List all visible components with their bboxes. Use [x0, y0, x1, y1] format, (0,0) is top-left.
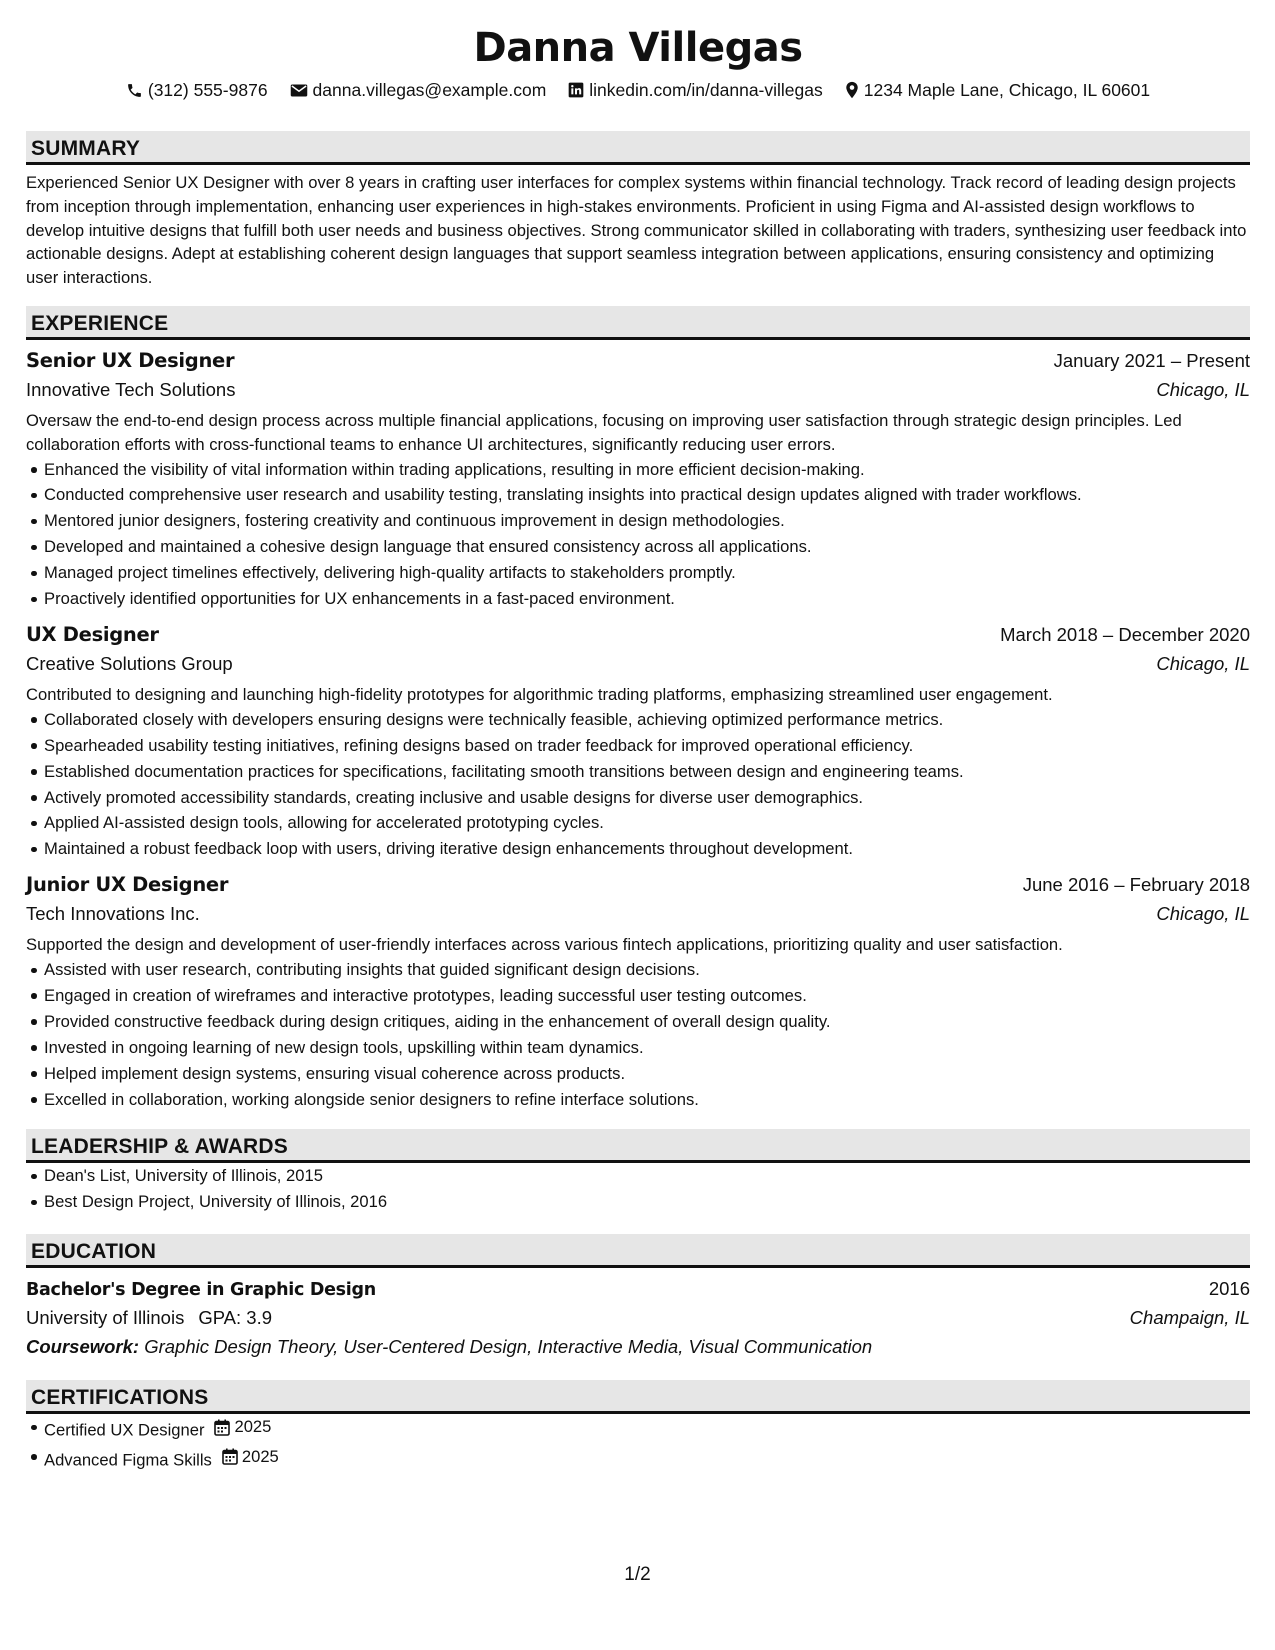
- job-entry: [26, 346, 1250, 612]
- page-number: 1/2: [624, 1564, 651, 1585]
- contact-address: [845, 78, 1150, 102]
- job-company: Tech Innovations Inc.: [26, 903, 200, 925]
- job-location: Chicago, IL: [1156, 653, 1250, 675]
- linkedin-icon: [568, 82, 584, 98]
- job-description: Contributed to designing and launching high-fidelity prototypes for algorithmic trading platforms, emphasizing streamlined user engagement.: [26, 685, 1053, 705]
- job-title-row: [26, 870, 1250, 900]
- list-item: Spearheaded usability testing initiatives, refining designs based on trader feedback for improved operational efficiency.: [44, 733, 1250, 759]
- list-item: Best Design Project, University of Illinois, 2016: [44, 1189, 1250, 1215]
- education-location: Champaign, IL: [1129, 1307, 1250, 1329]
- coursework-label: Coursework:: [26, 1336, 140, 1358]
- email-text[interactable]: danna.villegas@example.com: [312, 80, 547, 100]
- phone-text: (312) 555-9876: [147, 80, 268, 100]
- education-year: 2016: [1208, 1278, 1250, 1300]
- job-description: Supported the design and development of user-friendly interfaces across various fintech applications, prioritizing quality and user satisfaction.: [26, 935, 1063, 955]
- list-item: Maintained a robust feedback loop with users, driving iterative design enhancements throughout development.: [44, 836, 1250, 862]
- cert-name: Certified UX Designer: [44, 1420, 205, 1440]
- calendar-icon: [214, 1419, 230, 1436]
- cert-date: [222, 1444, 279, 1470]
- education-degree-row: [26, 1275, 1250, 1304]
- job-title: Junior UX Designer: [26, 873, 229, 897]
- cert-date: [214, 1414, 271, 1440]
- section-heading-experience: EXPERIENCE: [26, 306, 1250, 340]
- calendar-icon: [222, 1448, 238, 1465]
- list-item: Applied AI-assisted design tools, allowing for accelerated prototyping cycles.: [44, 810, 1250, 836]
- list-item: Provided constructive feedback during design critiques, aiding in the enhancement of overall design quality.: [44, 1009, 1250, 1035]
- job-location: Chicago, IL: [1156, 378, 1250, 400]
- job-dates: March 2018 – December 2020: [1000, 624, 1250, 646]
- list-item: Proactively identified opportunities for UX enhancements in a fast-paced environment.: [44, 586, 1250, 612]
- job-entry: [26, 870, 1250, 1112]
- list-item: Developed and maintained a cohesive design language that ensured consistency across all applications.: [44, 534, 1250, 560]
- certifications-list: [26, 1414, 1250, 1473]
- list-item: Enhanced the visibility of vital information within trading applications, resulting in more efficient decision-making.: [44, 457, 1250, 483]
- awards-list: [26, 1163, 1250, 1215]
- job-company-row: [26, 650, 1250, 678]
- coursework-line: [26, 1332, 1250, 1362]
- education-school-group: [26, 1304, 272, 1332]
- section-heading-certifications: CERTIFICATIONS: [26, 1380, 1250, 1414]
- map-pin-icon: [845, 81, 859, 99]
- job-bullets: [26, 957, 1250, 1112]
- education-degree: Bachelor's Degree in Graphic Design: [26, 1280, 376, 1301]
- contact-phone: [126, 78, 268, 102]
- job-title-row: [26, 346, 1250, 376]
- job-entry: [26, 620, 1250, 862]
- education-entry: [26, 1275, 1250, 1362]
- contact-linkedin[interactable]: [568, 78, 822, 102]
- list-item: Collaborated closely with developers ensuring designs were technically feasible, achieving optimized performance metrics.: [44, 707, 1250, 733]
- coursework-text: Graphic Design Theory, User-Centered Design, Interactive Media, Visual Communication: [144, 1336, 873, 1358]
- list-item: Actively promoted accessibility standards, creating inclusive and usable designs for diverse user demographics.: [44, 785, 1250, 811]
- job-title: UX Designer: [26, 623, 159, 647]
- summary-text: Experienced Senior UX Designer with over 8 years in crafting user interfaces for complex systems within financial technology. Track record of leading design projects from inception through implementation, enhancing user experiences in high-stakes environments. Proficient in using Figma and AI-assisted design workflows to develop intuitive designs that fulfill both user needs and business objectives. Strong communicator skilled in collaborating with traders, synthesizing user feedback into actionable designs. Adept at establishing coherent design languages that support seamless integration between applications, ensuring consistency and optimizing user interactions.: [26, 173, 1247, 288]
- list-item: Dean's List, University of Illinois, 2015: [44, 1163, 1250, 1189]
- list-item: Conducted comprehensive user research and usability testing, translating insights into practical design updates aligned with trader workflows.: [44, 482, 1250, 508]
- section-heading-education: EDUCATION: [26, 1234, 1250, 1268]
- section-heading-leadership: LEADERSHIP & AWARDS: [26, 1129, 1250, 1163]
- education-school-row: [26, 1304, 1250, 1332]
- list-item: Established documentation practices for specifications, facilitating smooth transitions between design and engineering teams.: [44, 759, 1250, 785]
- candidate-name: Danna Villegas: [473, 25, 803, 71]
- job-bullets: [26, 457, 1250, 612]
- job-company-row: [26, 900, 1250, 928]
- job-company: Innovative Tech Solutions: [26, 378, 236, 400]
- list-item: Mentored junior designers, fostering creativity and continuous improvement in design methodologies.: [44, 508, 1250, 534]
- list-item: Engaged in creation of wireframes and interactive prototypes, leading successful user testing outcomes.: [44, 983, 1250, 1009]
- list-item: Invested in ongoing learning of new design tools, upskilling within team dynamics.: [44, 1035, 1250, 1061]
- envelope-icon: [290, 83, 308, 98]
- cert-year: 2025: [234, 1417, 272, 1437]
- contact-bar: [26, 78, 1250, 102]
- job-bullets: [26, 707, 1250, 862]
- job-title-row: [26, 620, 1250, 650]
- resume-page: [26, 18, 1250, 1473]
- list-item: [44, 1414, 1250, 1443]
- section-heading-summary: SUMMARY: [26, 131, 1250, 165]
- address-text: 1234 Maple Lane, Chicago, IL 60601: [863, 80, 1151, 100]
- job-dates: January 2021 – Present: [1053, 349, 1250, 371]
- cert-name: Advanced Figma Skills: [44, 1450, 212, 1470]
- cert-year: 2025: [241, 1446, 279, 1466]
- list-item: Assisted with user research, contributing insights that guided significant design decisions.: [44, 957, 1250, 983]
- phone-icon: [126, 82, 143, 99]
- education-school: University of Illinois: [26, 1307, 185, 1329]
- job-location: Chicago, IL: [1156, 903, 1250, 925]
- job-company-row: [26, 376, 1250, 404]
- list-item: Helped implement design systems, ensuring visual coherence across products.: [44, 1061, 1250, 1087]
- list-item: [44, 1444, 1250, 1473]
- contact-email[interactable]: [290, 78, 547, 102]
- job-company: Creative Solutions Group: [26, 653, 233, 675]
- linkedin-text[interactable]: linkedin.com/in/danna-villegas: [589, 80, 823, 100]
- education-gpa: GPA: 3.9: [198, 1307, 273, 1329]
- list-item: Excelled in collaboration, working alongside senior designers to refine interface solutions.: [44, 1087, 1250, 1113]
- list-item: Managed project timelines effectively, delivering high-quality artifacts to stakeholders promptly.: [44, 560, 1250, 586]
- job-description: Oversaw the end-to-end design process across multiple financial applications, focusing on improving user satisfaction through strategic design principles. Led collaboration efforts with cross-functional teams to enhance UI architectures, significantly reducing user errors.: [26, 410, 1182, 454]
- job-dates: June 2016 – February 2018: [1022, 874, 1250, 896]
- job-title: Senior UX Designer: [26, 348, 235, 372]
